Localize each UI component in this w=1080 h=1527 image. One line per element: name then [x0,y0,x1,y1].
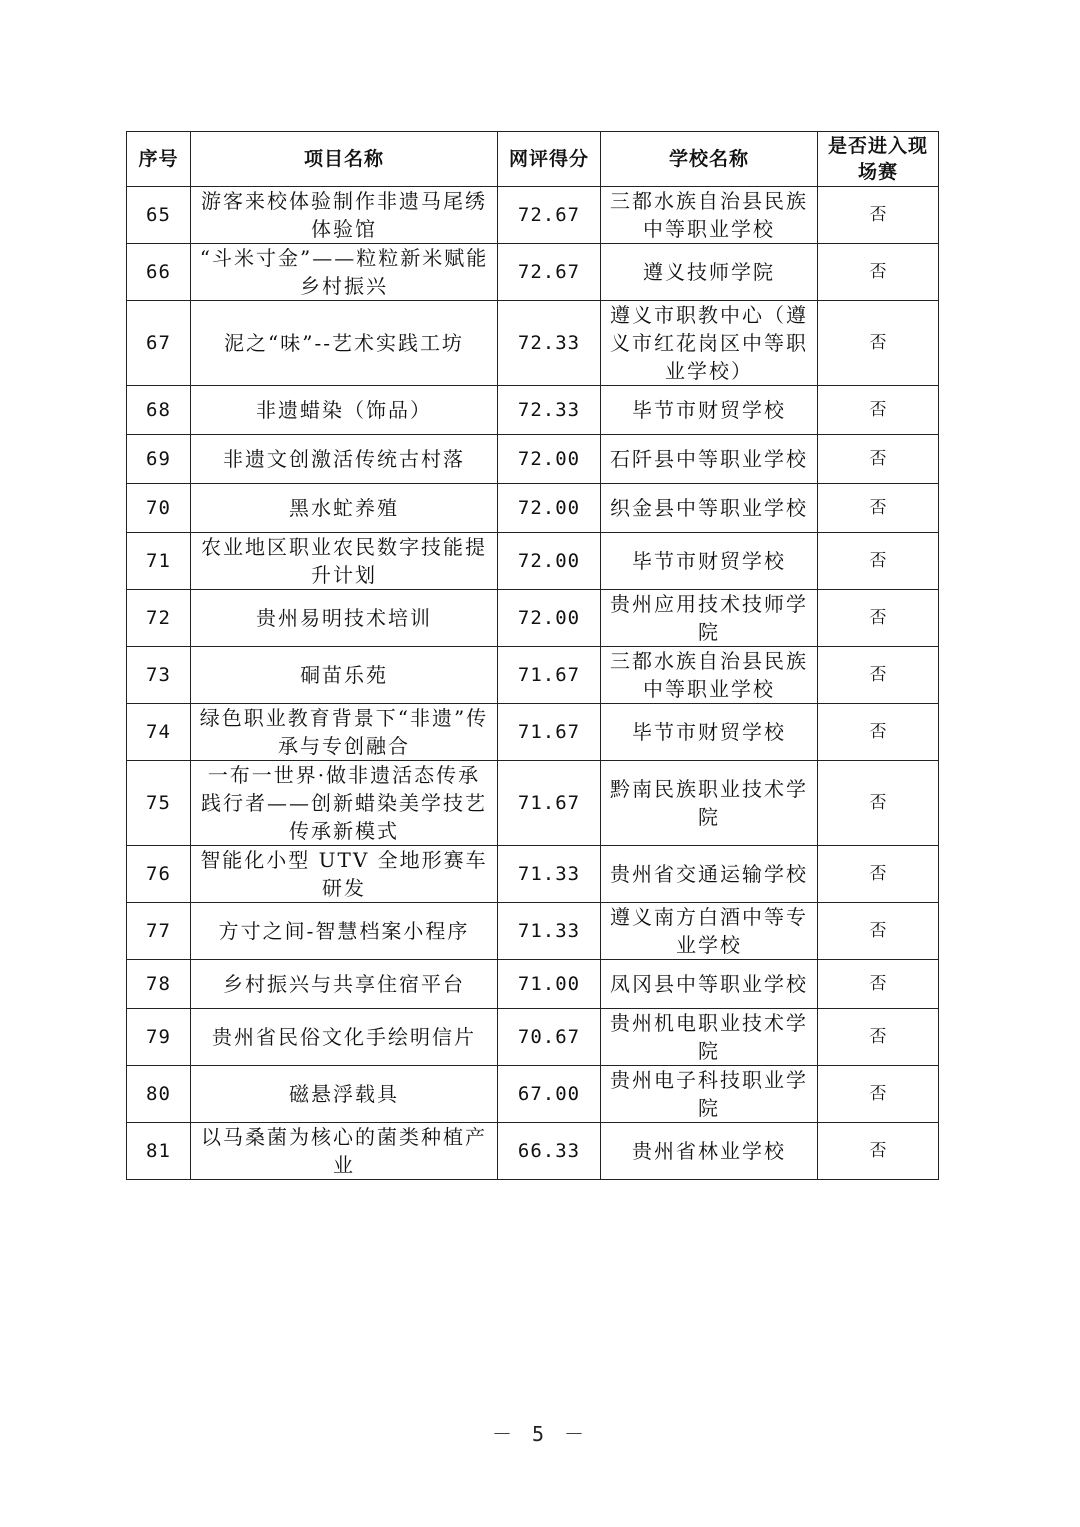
cell-enter-final: 否 [818,533,939,590]
cell-school-name: 遵义南方白酒中等专业学校 [601,903,818,960]
cell-no: 69 [127,435,191,484]
cell-project-name: 磁悬浮载具 [191,1066,498,1123]
cell-score: 72.33 [498,386,601,435]
cell-no: 71 [127,533,191,590]
cell-no: 80 [127,1066,191,1123]
table-row [127,704,939,761]
cell-score: 72.00 [498,435,601,484]
cell-project-name: 一布一世界·做非遗活态传承践行者——创新蜡染美学技艺传承新模式 [191,761,498,846]
cell-enter-final: 否 [818,1066,939,1123]
table-row [127,386,939,435]
table-body [127,187,939,1180]
table-row [127,590,939,647]
cell-enter-final: 否 [818,960,939,1009]
cell-no: 75 [127,761,191,846]
header-no: 序号 [127,132,191,187]
cell-score: 71.67 [498,647,601,704]
table-header [127,132,939,187]
cell-school-name: 毕节市财贸学校 [601,704,818,761]
cell-score: 71.33 [498,846,601,903]
cell-project-name: 非遗蜡染（饰品） [191,386,498,435]
header-enter-final: 是否进入现场赛 [818,132,939,187]
header-score: 网评得分 [498,132,601,187]
cell-enter-final: 否 [818,301,939,386]
cell-no: 68 [127,386,191,435]
cell-project-name: 泥之“味”--艺术实践工坊 [191,301,498,386]
cell-project-name: 贵州省民俗文化手绘明信片 [191,1009,498,1066]
cell-school-name: 黔南民族职业技术学院 [601,761,818,846]
cell-school-name: 贵州电子科技职业学院 [601,1066,818,1123]
cell-school-name: 毕节市财贸学校 [601,533,818,590]
header-row [127,132,939,187]
cell-school-name: 贵州省交通运输学校 [601,846,818,903]
cell-project-name: 以马桑菌为核心的菌类种植产业 [191,1123,498,1180]
table-row [127,761,939,846]
cell-project-name: 非遗文创激活传统古村落 [191,435,498,484]
cell-enter-final: 否 [818,1123,939,1180]
cell-score: 72.67 [498,244,601,301]
table-row [127,435,939,484]
results-table [126,131,939,1180]
page-number: － 5 － [491,1422,589,1446]
table-row [127,960,939,1009]
cell-score: 72.67 [498,187,601,244]
cell-score: 66.33 [498,1123,601,1180]
table-row [127,1066,939,1123]
cell-project-name: 游客来校体验制作非遗马尾绣体验馆 [191,187,498,244]
cell-school-name: 三都水族自治县民族中等职业学校 [601,647,818,704]
cell-no: 74 [127,704,191,761]
table-row [127,647,939,704]
header-school-name: 学校名称 [601,132,818,187]
cell-school-name: 凤冈县中等职业学校 [601,960,818,1009]
cell-enter-final: 否 [818,704,939,761]
cell-school-name: 三都水族自治县民族中等职业学校 [601,187,818,244]
cell-no: 66 [127,244,191,301]
cell-enter-final: 否 [818,386,939,435]
cell-project-name: 方寸之间-智慧档案小程序 [191,903,498,960]
cell-enter-final: 否 [818,761,939,846]
table-row [127,301,939,386]
cell-no: 72 [127,590,191,647]
table-row [127,1123,939,1180]
cell-no: 70 [127,484,191,533]
cell-score: 72.00 [498,484,601,533]
table-row [127,903,939,960]
cell-school-name: 毕节市财贸学校 [601,386,818,435]
cell-no: 81 [127,1123,191,1180]
cell-no: 65 [127,187,191,244]
cell-score: 72.33 [498,301,601,386]
cell-score: 71.67 [498,704,601,761]
cell-enter-final: 否 [818,244,939,301]
cell-school-name: 石阡县中等职业学校 [601,435,818,484]
cell-no: 79 [127,1009,191,1066]
table-row [127,187,939,244]
table-row [127,484,939,533]
cell-school-name: 贵州机电职业技术学院 [601,1009,818,1066]
cell-enter-final: 否 [818,903,939,960]
cell-score: 71.00 [498,960,601,1009]
cell-project-name: 智能化小型 UTV 全地形赛车研发 [191,846,498,903]
cell-no: 77 [127,903,191,960]
cell-score: 71.67 [498,761,601,846]
table-row [127,533,939,590]
cell-project-name: 贵州易明技术培训 [191,590,498,647]
cell-school-name: 遵义市职教中心（遵义市红花岗区中等职业学校） [601,301,818,386]
cell-enter-final: 否 [818,1009,939,1066]
table-row [127,1009,939,1066]
table-row [127,244,939,301]
cell-school-name: 贵州省林业学校 [601,1123,818,1180]
cell-enter-final: 否 [818,484,939,533]
cell-score: 72.00 [498,533,601,590]
header-project-name: 项目名称 [191,132,498,187]
cell-project-name: 黑水虻养殖 [191,484,498,533]
cell-score: 70.67 [498,1009,601,1066]
cell-score: 67.00 [498,1066,601,1123]
table-row [127,846,939,903]
cell-project-name: 硐苗乐苑 [191,647,498,704]
cell-no: 67 [127,301,191,386]
cell-school-name: 织金县中等职业学校 [601,484,818,533]
cell-project-name: 乡村振兴与共享住宿平台 [191,960,498,1009]
cell-project-name: “斗米寸金”——粒粒新米赋能乡村振兴 [191,244,498,301]
cell-school-name: 遵义技师学院 [601,244,818,301]
cell-enter-final: 否 [818,590,939,647]
cell-enter-final: 否 [818,846,939,903]
cell-score: 71.33 [498,903,601,960]
cell-no: 76 [127,846,191,903]
cell-enter-final: 否 [818,647,939,704]
cell-no: 73 [127,647,191,704]
cell-school-name: 贵州应用技术技师学院 [601,590,818,647]
cell-enter-final: 否 [818,187,939,244]
cell-project-name: 农业地区职业农民数字技能提升计划 [191,533,498,590]
cell-score: 72.00 [498,590,601,647]
cell-project-name: 绿色职业教育背景下“非遗”传承与专创融合 [191,704,498,761]
cell-enter-final: 否 [818,435,939,484]
cell-no: 78 [127,960,191,1009]
